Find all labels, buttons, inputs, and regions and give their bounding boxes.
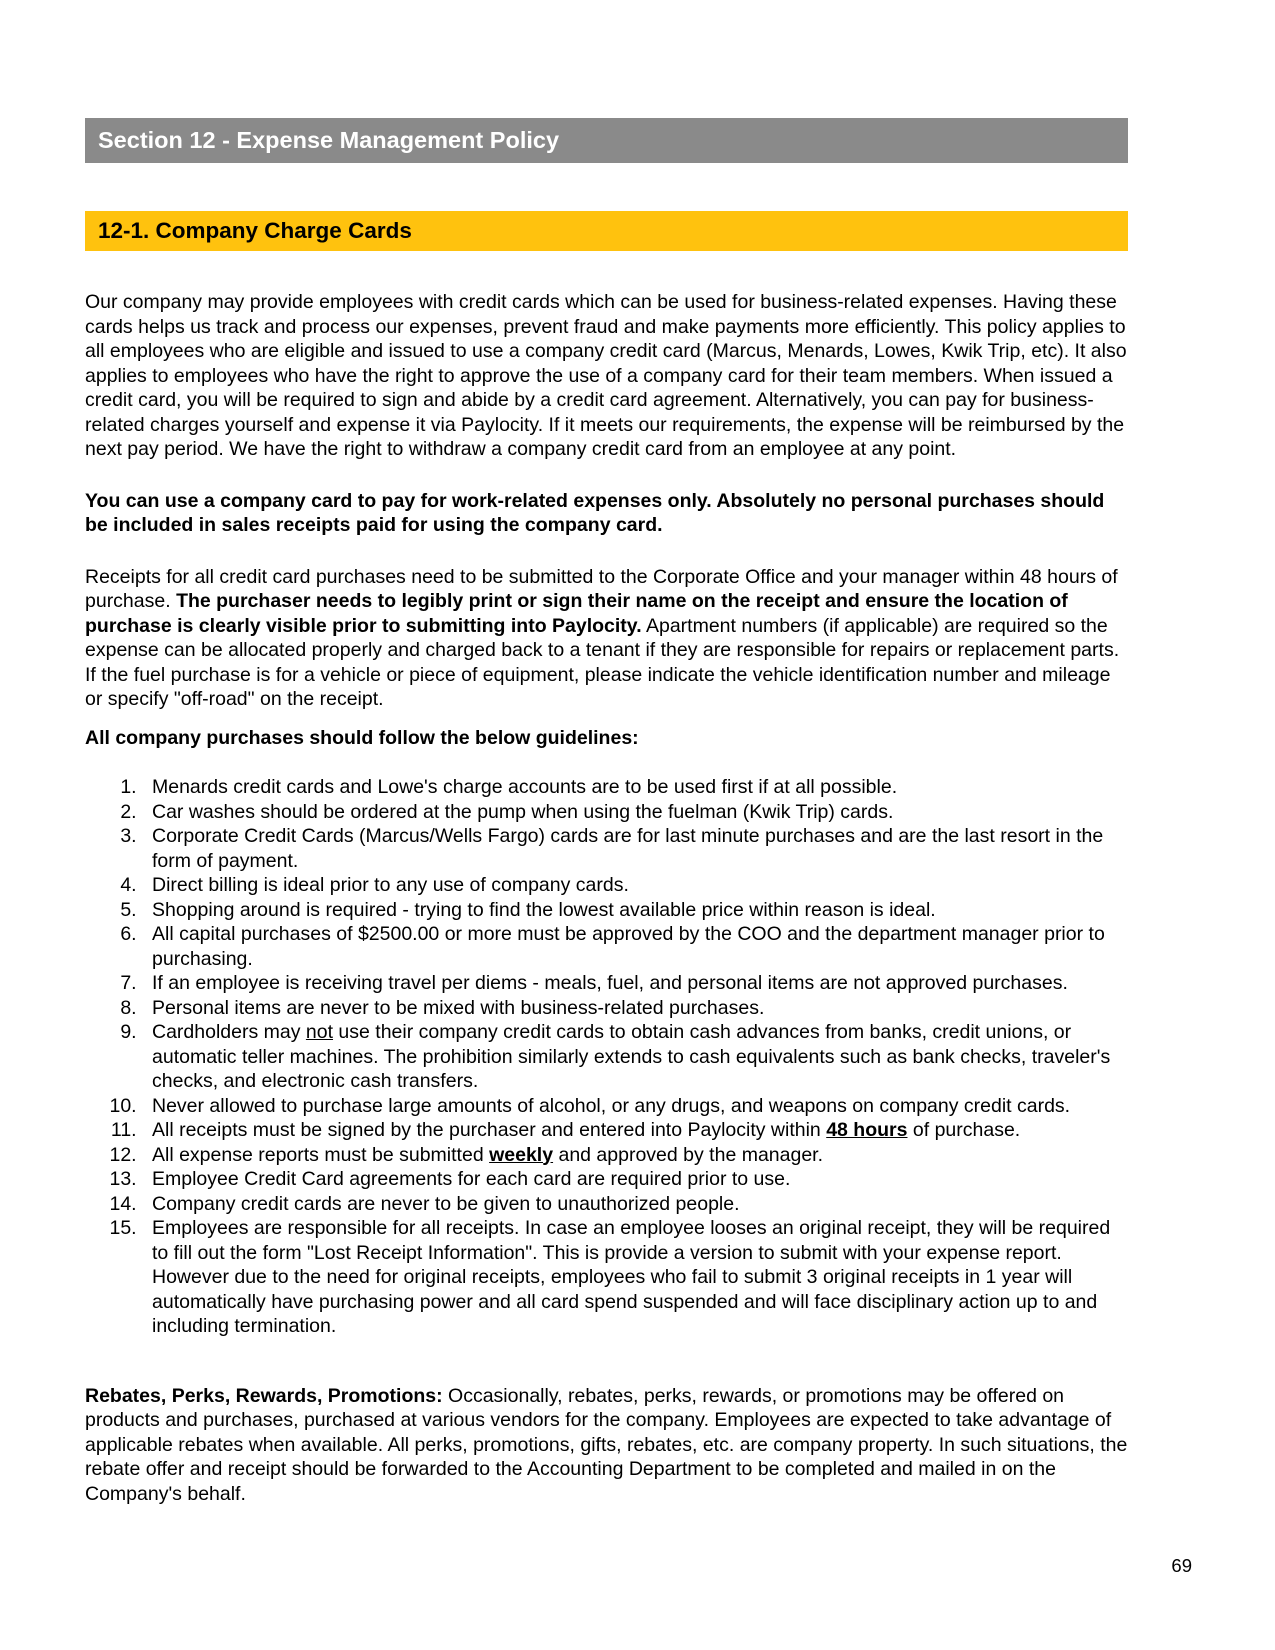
intro-paragraph: Our company may provide employees with credit cards which can be used for business-related expenses. Having these cards helps us track and process our expenses, prevent fraud and make payments more efficiently. This policy applies to all employees who are eligible and issued to use a company credit card (Marcus, Menards, Lowes, Kwik Trip, etc). It also applies to employees who have the right to approve the use of a company card for their team members. When issued a credit card, you will be required to sign and abide by a credit card agreement. Alternatively, you can pay for business-related charges yourself and expense it via Paylocity. If it meets our requirements, the expense will be reimbursed by the next pay period. We have the right to withdraw a company credit card from an employee at any point. bbox=[85, 291, 1127, 460]
receipts-paragraph bbox=[85, 565, 1128, 712]
guideline-item-6 bbox=[142, 922, 1128, 971]
section-title: Section 12 - Expense Management Policy bbox=[98, 126, 560, 153]
guideline-item-9 bbox=[142, 1020, 1128, 1094]
guideline-text: and approved by the manager. bbox=[553, 1143, 824, 1166]
guidelines-heading: All company purchases should follow the below guidelines: bbox=[85, 726, 639, 749]
rebates-paragraph bbox=[85, 1384, 1128, 1507]
guideline-text: Employee Credit Card agreements for each card are required prior to use. bbox=[152, 1168, 791, 1190]
guideline-item-7 bbox=[142, 971, 1128, 996]
guideline-item-4 bbox=[142, 873, 1128, 898]
rebates-body: Occasionally, rebates, perks, rewards, or promotions may be offered on products and purchases, purchased at various vendors for the company. Employees are expected to take advantage of applicable rebates when available. All perks, promotions, gifts, rebates, etc. are company property. In such situations, the rebate offer and receipt should be forwarded to the Accounting Department to be completed and mailed in on the Company's behalf. bbox=[85, 1384, 1128, 1505]
guideline-item-13 bbox=[142, 1167, 1128, 1192]
guideline-item-12 bbox=[142, 1143, 1128, 1168]
guidelines-list bbox=[85, 775, 1128, 1339]
guideline-text: use their company credit cards to obtain cash advances from banks, credit unions, or automatic teller machines. The prohibition similarly extends to cash equivalents such as bank checks, traveler's checks, and electronic cash transfers. bbox=[152, 1021, 1111, 1092]
guideline-text: All capital purchases of $2500.00 or more must be approved by the COO and the department manager prior to purchasing. bbox=[152, 923, 1105, 970]
subsection-title: 12-1. Company Charge Cards bbox=[98, 217, 412, 243]
subsection-header-bar bbox=[85, 211, 1128, 251]
guideline-text: All receipts must be signed by the purchaser and entered into Paylocity within bbox=[152, 1119, 827, 1141]
guideline-text: Company credit cards are never to be given to unauthorized people. bbox=[152, 1192, 740, 1215]
guideline-item-10 bbox=[142, 1094, 1128, 1119]
guideline-item-15 bbox=[142, 1216, 1128, 1339]
guideline-item-14 bbox=[142, 1192, 1128, 1217]
rebates-lead: Rebates, Perks, Rewards, Promotions: bbox=[85, 1384, 443, 1407]
guideline-text: All expense reports must be submitted bbox=[152, 1143, 490, 1166]
guideline-text: Menards credit cards and Lowe's charge accounts are to be used first if at all possible. bbox=[152, 776, 898, 798]
guideline-text: Car washes should be ordered at the pump when using the fuelman (Kwik Trip) cards. bbox=[152, 800, 894, 823]
guideline-item-3 bbox=[142, 824, 1128, 873]
guideline-text: Cardholders may bbox=[152, 1021, 306, 1043]
guideline-text: Employees are responsible for all receipts. In case an employee looses an original receipt, they will be required to fill out the form "Lost Receipt Information". This is provide a version to submit with your expense report. However due to the need for original receipts, employees who fail to submit 3 original receipts in 1 year will automatically have purchasing power and all card spend suspended and will face disciplinary action up to and including termination. bbox=[152, 1217, 1111, 1337]
receipts-text-bold: The purchaser needs to legibly print or sign their name on the receipt and ensure the location of purchase is clearly visible prior to submitting into Paylocity. bbox=[85, 590, 1068, 637]
receipts-text-post: Apartment numbers (if applicable) are required so the expense can be allocated properly and charged back to a tenant if they are responsible for repairs or replacement parts. If the fuel purchase is for a vehicle or piece of equipment, please indicate the vehicle identification number and mileage or specify "off-road" on the receipt. bbox=[85, 614, 1120, 710]
guideline-item-11 bbox=[142, 1118, 1128, 1143]
guideline-text: Direct billing is ideal prior to any use of company cards. bbox=[152, 874, 629, 896]
guideline-text: Personal items are never to be mixed with business-related purchases. bbox=[152, 996, 765, 1019]
page-number: 69 bbox=[1171, 1555, 1192, 1576]
guideline-text: If an employee is receiving travel per diems - meals, fuel, and personal items are not approved purchases. bbox=[152, 972, 1068, 994]
guideline-item-2 bbox=[142, 800, 1128, 825]
guideline-text-emphasized: weekly bbox=[489, 1143, 554, 1166]
guideline-text: Shopping around is required - trying to find the lowest available price within reason is ideal. bbox=[152, 898, 936, 921]
guideline-text: Never allowed to purchase large amounts of alcohol, or any drugs, and weapons on company credit cards. bbox=[152, 1094, 1071, 1117]
guideline-item-5 bbox=[142, 898, 1128, 923]
guideline-text: Corporate Credit Cards (Marcus/Wells Fargo) cards are for last minute purchases and are the last resort in the form of payment. bbox=[152, 825, 1104, 872]
guideline-text-emphasized: 48 hours bbox=[826, 1119, 908, 1141]
guideline-item-8 bbox=[142, 996, 1128, 1021]
guideline-text-underlined: not bbox=[305, 1021, 334, 1043]
guideline-text: of purchase. bbox=[907, 1119, 1021, 1141]
receipts-text-pre: Receipts for all credit card purchases need to be submitted to the Corporate Office and your manager within 48 hours of purchase. bbox=[85, 565, 1118, 612]
guideline-item-1 bbox=[142, 775, 1128, 800]
card-use-notice-paragraph: You can use a company card to pay for work-related expenses only. Absolutely no personal purchases should be included in sales receipts paid for using the company card. bbox=[85, 489, 1105, 536]
section-header-bar bbox=[85, 118, 1128, 163]
